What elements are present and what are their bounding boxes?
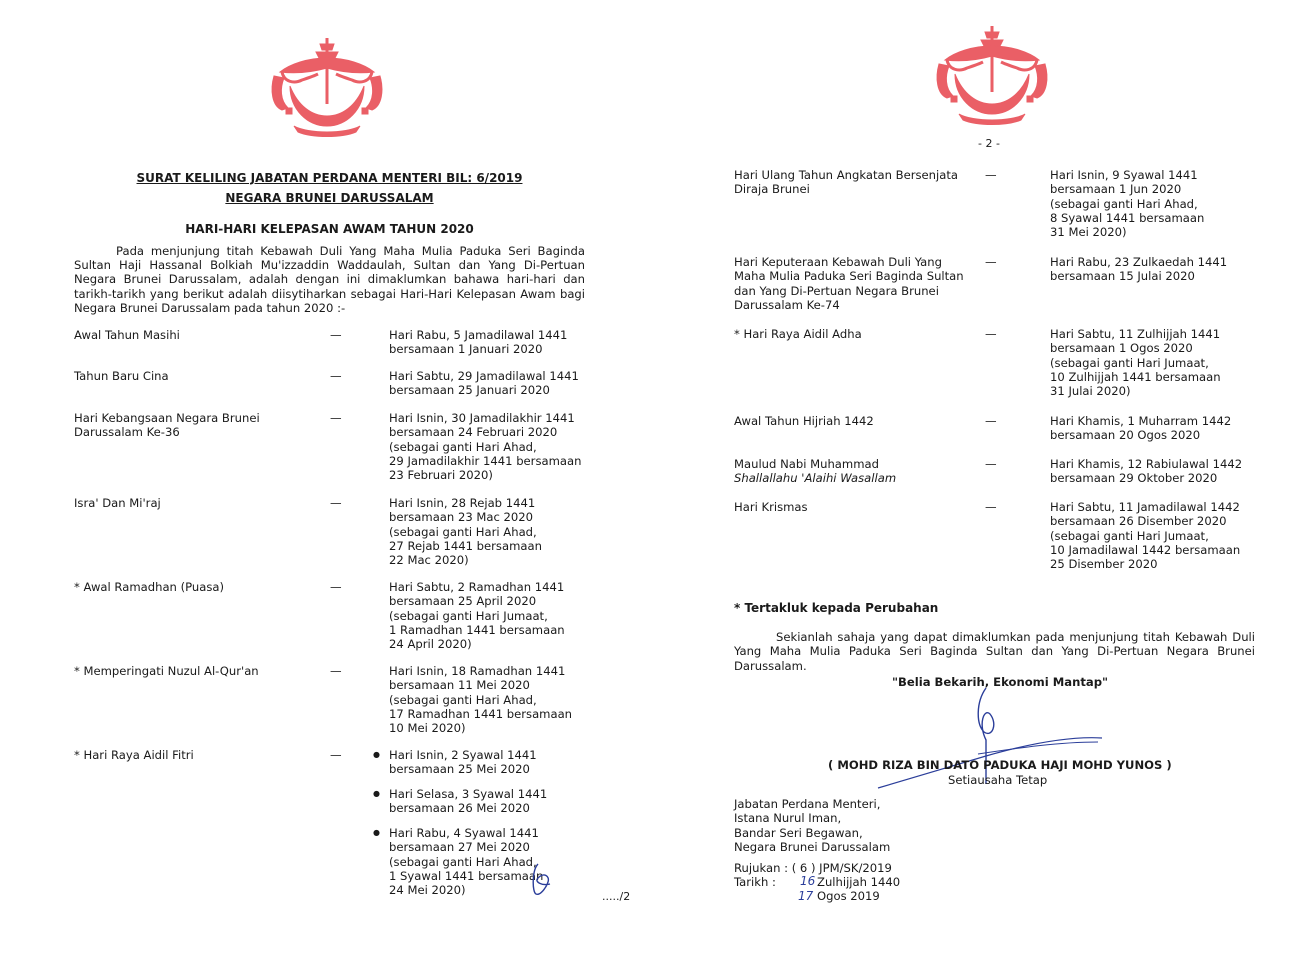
holiday-name-line: Hari Ulang Tahun Angkatan Bersenjata [734,168,958,182]
holiday-name-line: Hari Kebangsaan Negara Brunei [74,411,260,425]
holiday-date [1050,168,1204,239]
holiday-date-line: Hari Sabtu, 11 Jamadilawal 1442 [1050,500,1240,514]
separator-dash: — [985,414,997,428]
holiday-date-line: bersamaan 15 Julai 2020 [1050,269,1195,284]
address-line: Istana Nurul Iman, [734,811,842,826]
holiday-name-line: * Awal Ramadhan (Puasa) [74,580,225,594]
holiday-date-line: Hari Rabu, 23 Zulkaedah 1441 [1050,255,1228,269]
date-bullet-item [389,787,547,816]
bullet-icon [373,787,380,803]
holiday-date-line: Hari Sabtu, 11 Zulhijjah 1441 [1050,327,1221,341]
holiday-date-line: bersamaan 1 Januari 2020 [389,342,543,357]
holiday-date-line: 8 Syawal 1441 bersamaan [1050,210,1205,225]
holiday-date-line: 27 Rejab 1441 bersamaan [389,538,542,553]
holiday-name: * Hari Raya Aidil Fitri [74,748,194,762]
holiday-date-line: (sebagai ganti Hari Jumaat, [1050,355,1209,370]
country-heading: NEGARA BRUNEI DARUSSALAM [225,191,434,205]
holiday-name [74,328,324,342]
holiday-date-line: bersamaan 27 Mei 2020 [389,840,530,855]
holiday-name-line: Awal Tahun Hijriah 1442 [734,414,874,428]
closing-paragraph: Sekianlah sahaja yang dapat dimaklumkan pada menjunjung titah Kebawah Duli Yang Maha Mulia Paduka Seri Baginda Sultan dan Yang Di-Pertuan Negara Brunei Darussalam. [734,630,1255,673]
handwritten-initial [528,862,554,898]
holiday-date-line: bersamaan 20 Ogos 2020 [1050,428,1201,443]
holiday-date-line: Hari Isnin, 9 Syawal 1441 [1050,168,1198,182]
holiday-date-line: Hari Sabtu, 29 Jamadilawal 1441 [389,369,579,383]
separator-dash: — [985,327,997,341]
separator-dash: — [330,580,342,594]
separator-dash: — [985,457,997,471]
reference-label: Rujukan : [734,861,789,875]
holiday-name [74,664,324,678]
holiday-date-line: 10 Mei 2020) [389,721,466,736]
holiday-date [389,664,572,735]
holiday-date-line: bersamaan 25 April 2020 [389,594,537,609]
holiday-date-line: Hari Selasa, 3 Syawal 1441 [389,787,548,801]
holiday-date-line: 31 Julai 2020) [1050,384,1131,399]
holiday-date-line: 10 Jamadilawal 1442 bersamaan [1050,542,1241,557]
holiday-date-line: bersamaan 23 Mac 2020 [389,510,534,525]
holiday-date-line: Hari Sabtu, 2 Ramadhan 1441 [389,580,565,594]
holiday-name-line: Hari Keputeraan Kebawah Duli Yang [734,255,942,269]
brunei-crest-emblem [933,22,1051,126]
holiday-name-line: Tahun Baru Cina [74,369,169,383]
holiday-name-line: Maha Mulia Paduka Seri Baginda Sultan [734,269,964,284]
holiday-date [1050,457,1242,486]
holiday-date-line: Hari Isnin, 28 Rejab 1441 [389,496,536,510]
date-bullet-item [389,748,537,777]
holiday-date-line: bersamaan 26 Mei 2020 [389,801,530,816]
holiday-name [74,496,324,510]
reference-line [734,861,892,875]
date-bullet-item [389,826,543,897]
holiday-name-line: Hari Krismas [734,500,808,514]
bullet-icon [373,826,380,842]
holiday-date-line: bersamaan 26 Disember 2020 [1050,514,1227,529]
holiday-date-line: (sebagai ganti Hari Ahad, [389,524,537,539]
address-line: Negara Brunei Darussalam [734,839,891,854]
handwritten-day-hijri: 16 [800,874,816,888]
holiday-date-line: (sebagai ganti Hari Ahad, [389,439,537,454]
holiday-date [1050,327,1221,398]
holiday-date [1050,500,1240,571]
motto: "Belia Bekarih, Ekonomi Mantap" [892,675,1109,689]
holiday-date-line: 25 Disember 2020 [1050,557,1158,572]
page-two [658,0,1316,959]
holiday-name-line: Darussalam Ke-74 [734,297,840,312]
holiday-date-line: 24 April 2020) [389,637,472,652]
holiday-date-line: 10 Zulhijjah 1441 bersamaan [1050,369,1221,384]
holiday-date [389,328,567,357]
document-title: HARI-HARI KELEPASAN AWAM TAHUN 2020 [185,222,474,236]
holiday-date-line: bersamaan 1 Ogos 2020 [1050,341,1193,356]
holiday-date-line: 24 Mei 2020) [389,883,466,898]
holiday-date [389,411,581,482]
holiday-name [734,327,964,341]
date-gregorian: Ogos 2019 [817,889,880,903]
holiday-date-line: bersamaan 29 Oktober 2020 [1050,471,1218,486]
holiday-date-line: bersamaan 24 Februari 2020 [389,425,558,440]
holiday-name-line: * Hari Raya Aidil Adha [734,327,862,341]
holiday-name-line: dan Yang Di-Pertuan Negara Brunei [734,283,939,298]
holiday-date [389,369,579,398]
holiday-date-line: (sebagai ganti Hari Ahad, [389,692,537,707]
handwritten-day-gregorian: 17 [798,889,814,903]
holiday-date-line: bersamaan 25 Mei 2020 [389,762,530,777]
holiday-date [1050,414,1231,443]
separator-dash: — [330,411,342,425]
address-line: Bandar Seri Begawan, [734,825,863,840]
holiday-name-line: Maulud Nabi Muhammad [734,457,879,471]
signatory-name: ( MOHD RIZA BIN DATO PADUKA HAJI MOHD YUNOS ) [828,758,1172,772]
holiday-date [1050,255,1227,284]
subject-to-change-note: * Tertakluk kepada Perubahan [734,601,939,615]
holiday-date-line: (sebagai ganti Hari Ahad, [1050,196,1198,211]
holiday-date-line: (sebagai ganti Hari Ahad, [389,854,537,869]
separator-dash: — [985,255,997,269]
holiday-date-line: 22 Mac 2020) [389,553,469,568]
continuation-marker: ...../2 [602,890,631,903]
holiday-name [734,168,964,197]
holiday-name-line: * Memperingati Nuzul Al-Qur'an [74,664,259,678]
holiday-date-line: Hari Isnin, 30 Jamadilakhir 1441 [389,411,575,425]
separator-dash: — [330,328,342,342]
holiday-name-italic-line: Shallallahu 'Alaihi Wasallam [734,471,897,486]
holiday-name [74,369,324,383]
holiday-date-line: bersamaan 25 Januari 2020 [389,383,550,398]
address-line: Jabatan Perdana Menteri, [734,797,881,811]
holiday-name-line: Awal Tahun Masihi [74,328,180,342]
bullet-icon [373,748,380,764]
holiday-date-line: (sebagai ganti Hari Jumaat, [1050,528,1209,543]
holiday-name [734,255,964,312]
holiday-name [734,457,964,486]
holiday-date-line: 17 Ramadhan 1441 bersamaan [389,706,573,721]
separator-dash: — [985,500,997,514]
holiday-date-line: (sebagai ganti Hari Jumaat, [389,608,548,623]
holiday-name-line: Darussalam Ke-36 [74,425,180,440]
holiday-date-line: 23 Februari 2020) [389,468,493,483]
page-number: - 2 - [978,137,1000,150]
date-hijri: Zulhijjah 1440 [817,875,901,889]
holiday-name [74,580,324,594]
holiday-date [389,580,565,651]
separator-dash: — [330,664,342,678]
holiday-date-line: 29 Jamadilakhir 1441 bersamaan [389,453,582,468]
holiday-date [389,496,542,567]
holiday-date-line: Hari Isnin, 2 Syawal 1441 [389,748,537,762]
holiday-date-line: 1 Ramadhan 1441 bersamaan [389,622,565,637]
separator-dash: — [330,369,342,383]
signatory-position: Setiausaha Tetap [948,773,1048,787]
holiday-name-line: Diraja Brunei [734,182,810,197]
holiday-name-line: Isra' Dan Mi'raj [74,496,161,510]
date-label: Tarikh : [734,875,776,889]
holiday-date-line: Hari Khamis, 1 Muharram 1442 [1050,414,1232,428]
holiday-date-line: 31 Mei 2020) [1050,225,1127,240]
separator-dash: — [330,496,342,510]
circular-reference-heading: SURAT KELILING JABATAN PERDANA MENTERI BIL: 6/2019 [136,171,523,185]
holiday-date-line: bersamaan 11 Mei 2020 [389,678,530,693]
holiday-date-line: Hari Rabu, 4 Syawal 1441 [389,826,539,840]
sender-address [734,797,890,854]
reference-value: ( 6 ) JPM/SK/2019 [791,861,892,875]
holiday-name [734,500,964,514]
separator-dash: — [985,168,997,182]
holiday-date-line: Hari Isnin, 18 Ramadhan 1441 [389,664,566,678]
holiday-date-line: 1 Syawal 1441 bersamaan [389,868,544,883]
intro-paragraph: Pada menjunjung titah Kebawah Duli Yang Maha Mulia Paduka Seri Baginda Sultan Haji Hassanal Bolkiah Mu'izzaddin Waddaulah, Sultan dan Yang Di-Pertuan Negara Brunei Darussalam, adalah dengan ini dimaklumkan bahawa hari-hari dan tarikh-tarikh yang berikut adalah diisytiharkan sebagai Hari-Hari Kelepasan Awam bagi Negara Brunei Darussalam pada tahun 2020 :- [74,244,585,315]
holiday-date-line: Hari Rabu, 5 Jamadilawal 1441 [389,328,568,342]
brunei-crest-emblem [268,34,386,138]
separator-dash: — [330,748,342,762]
holiday-name [734,414,964,428]
holiday-date-line: Hari Khamis, 12 Rabiulawal 1442 [1050,457,1243,471]
holiday-name [74,411,324,440]
holiday-date-line: bersamaan 1 Jun 2020 [1050,182,1182,197]
